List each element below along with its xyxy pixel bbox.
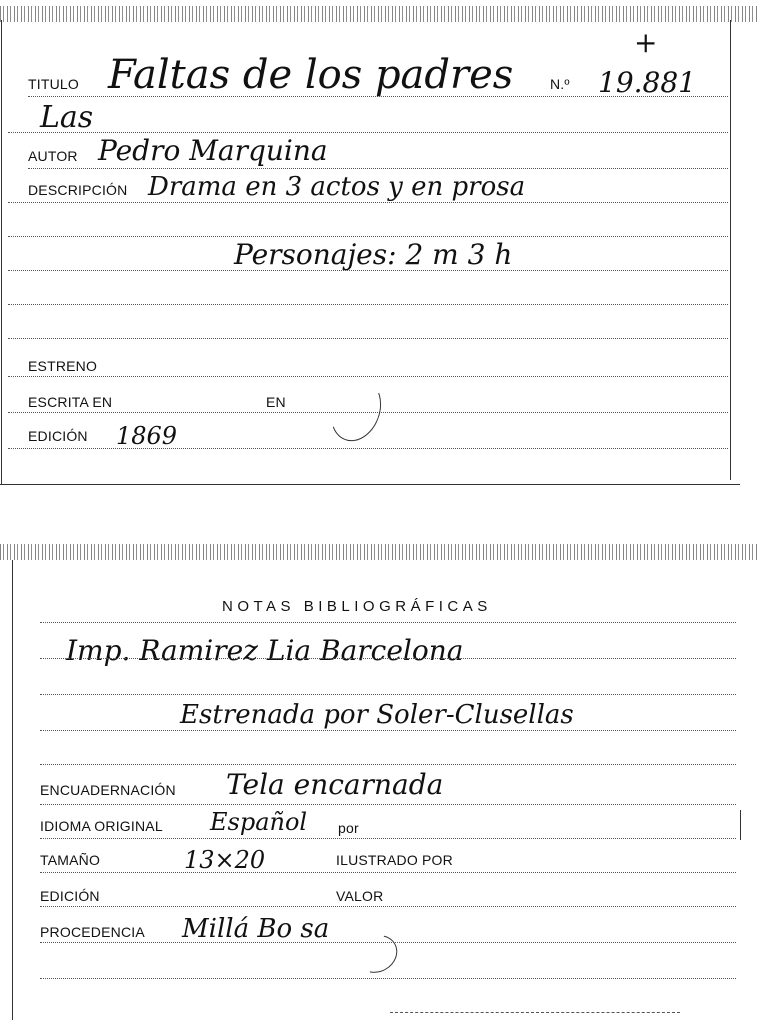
note-line-1: Imp. Ramirez Lia Barcelona <box>66 634 464 667</box>
valor-label: VALOR <box>336 888 384 904</box>
ink-blot <box>323 372 390 449</box>
tamano-rule <box>40 872 736 873</box>
descripcion-value: Drama en 3 actos y en prosa <box>148 172 526 202</box>
card-bottom-edge <box>0 484 740 485</box>
edicion-value: 1869 <box>116 422 178 450</box>
autor-label: AUTOR <box>28 148 78 164</box>
scan-noise-edge <box>0 544 759 560</box>
ilustrado-label: ILUSTRADO POR <box>336 852 453 868</box>
scan-noise-edge <box>0 6 759 22</box>
procedencia-value: Millá Bo sa <box>182 914 330 944</box>
card-left-border <box>12 560 13 1020</box>
note-rule-2 <box>40 694 736 695</box>
estreno-rule <box>8 376 728 377</box>
idioma-rule <box>40 838 736 839</box>
blank-rule-3 <box>8 338 728 339</box>
edicion-label: EDICIÓN <box>28 428 88 444</box>
catalog-card-bottom <box>0 540 759 1028</box>
encuadernacion-value: Tela encarnada <box>226 768 444 801</box>
notas-heading: NOTAS BIBLIOGRÁFICAS <box>222 598 492 615</box>
personajes-rule <box>8 270 728 271</box>
descripcion-rule <box>8 202 728 203</box>
escrita-en-label: ESCRITA EN <box>28 394 113 410</box>
titulo-rule <box>28 96 728 97</box>
idioma-label: IDIOMA ORIGINAL <box>40 818 163 834</box>
numero-value: 19.881 <box>598 66 696 99</box>
procedencia-label: PROCEDENCIA <box>40 924 145 940</box>
titulo-article: Las <box>40 100 94 135</box>
blank-rule-final <box>40 978 736 979</box>
card-right-mark <box>740 810 741 840</box>
encuadernacion-rule <box>40 804 736 805</box>
titulo-value: Faltas de los padres <box>108 52 514 98</box>
tamano-label: TAMAÑO <box>40 852 101 868</box>
titulo-label: TITULO <box>28 76 79 92</box>
card-right-border <box>730 20 731 480</box>
edicion-rule <box>40 906 736 907</box>
tamano-value: 13×20 <box>184 846 266 874</box>
note-rule-3 <box>40 730 736 731</box>
edicion-rule <box>8 448 728 449</box>
bottom-edge-fragment <box>390 1012 680 1013</box>
card-left-border <box>1 20 2 485</box>
heading-rule <box>40 622 736 623</box>
cross-mark: + <box>634 26 658 59</box>
en-label: EN <box>266 394 286 410</box>
ink-stroke <box>350 928 404 980</box>
edicion-label: EDICIÓN <box>40 888 100 904</box>
numero-label: N.º <box>550 76 570 92</box>
encuadernacion-label: ENCUADERNACIÓN <box>40 782 176 798</box>
autor-value: Pedro Marquina <box>98 134 328 167</box>
blank-rule-2 <box>8 304 728 305</box>
note-rule-1 <box>40 658 736 659</box>
idioma-value: Español <box>210 808 308 836</box>
personajes-value: Personajes: 2 m 3 h <box>234 238 513 271</box>
catalog-card-top <box>0 0 759 495</box>
autor-rule <box>28 168 728 169</box>
note-rule-4 <box>40 764 736 765</box>
note-line-2: Estrenada por Soler-Clusellas <box>180 700 574 730</box>
article-rule <box>8 132 728 133</box>
estreno-label: ESTRENO <box>28 358 98 374</box>
por-label: por <box>338 820 359 836</box>
blank-rule-1 <box>8 236 728 237</box>
descripcion-label: DESCRIPCIÓN <box>28 182 128 198</box>
